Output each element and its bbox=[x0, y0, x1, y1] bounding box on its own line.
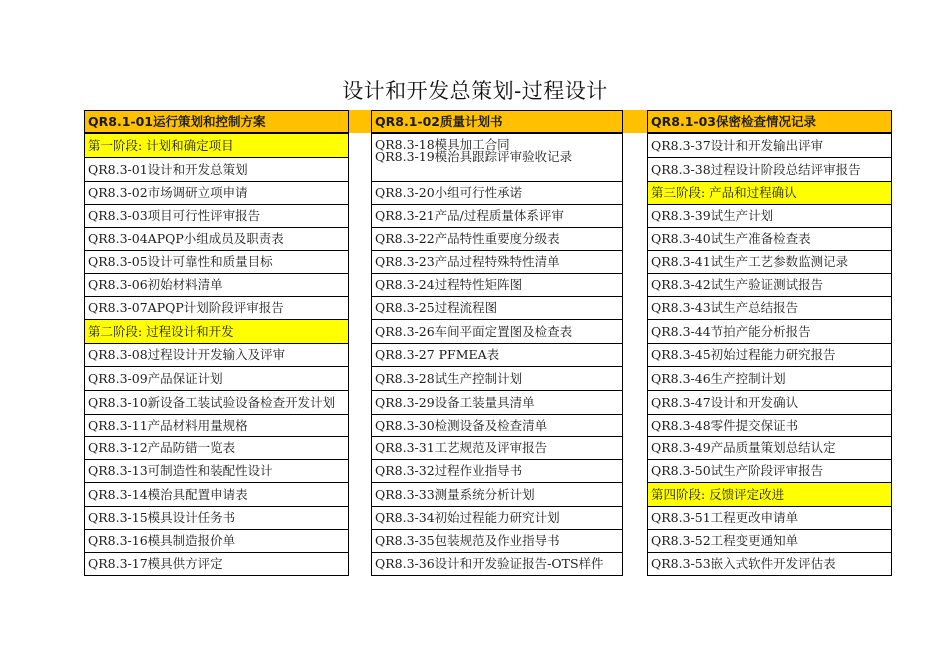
document-item: QR8.3-52工程变更通知单 bbox=[647, 529, 892, 553]
document-item: QR8.3-10新设备工装试验设备检查开发计划 bbox=[84, 390, 349, 415]
document-item: QR8.3-01设计和开发总策划 bbox=[84, 157, 349, 182]
document-item: QR8.3-04APQP小组成员及职责表 bbox=[84, 227, 349, 251]
document-item: QR8.3-23产品过程特殊特性清单 bbox=[371, 250, 623, 274]
document-item: QR8.3-13可制造性和装配性设计 bbox=[84, 459, 349, 483]
document-item: QR8.3-48零件提交保证书 bbox=[647, 414, 892, 437]
document-item: QR8.3-42试生产验证测试报告 bbox=[647, 273, 892, 297]
phase-heading: 第一阶段: 计划和确定项目 bbox=[84, 133, 349, 158]
header-gap-fill bbox=[348, 110, 372, 133]
document-item: QR8.3-43试生产总结报告 bbox=[647, 296, 892, 320]
document-item: QR8.3-30检测设备及检查清单 bbox=[371, 414, 623, 437]
document-item-label: QR8.3-19模治具跟踪评审验收记录 bbox=[375, 149, 573, 164]
document-item: QR8.3-40试生产准备检查表 bbox=[647, 227, 892, 251]
document-item: QR8.3-24过程特性矩阵图 bbox=[371, 273, 623, 297]
document-item: QR8.3-27 PFMEA表 bbox=[371, 343, 623, 367]
phase-heading: 第四阶段: 反馈评定改进 bbox=[647, 482, 892, 507]
document-item: QR8.3-31工艺规范及评审报告 bbox=[371, 436, 623, 460]
document-item: QR8.3-22产品特性重要度分级表 bbox=[371, 227, 623, 251]
document-item: QR8.3-14模治具配置申请表 bbox=[84, 482, 349, 507]
document-item: QR8.3-20小组可行性承诺 bbox=[371, 181, 623, 205]
page-title: 设计和开发总策划-过程设计 bbox=[342, 79, 608, 103]
document-item: QR8.3-33测量系统分析计划 bbox=[371, 482, 623, 507]
document-item: QR8.3-32过程作业指导书 bbox=[371, 459, 623, 483]
column-header-3: QR8.1-03保密检查情况记录 bbox=[647, 110, 892, 133]
document-item: QR8.3-41试生产工艺参数监测记录 bbox=[647, 250, 892, 274]
document-item: QR8.3-50试生产阶段评审报告 bbox=[647, 459, 892, 483]
document-item: QR8.3-25过程流程图 bbox=[371, 296, 623, 320]
document-item-label: QR8.3-18模具加工合同 bbox=[375, 137, 510, 152]
document-item: QR8.3-29设备工装量具清单 bbox=[371, 390, 623, 415]
column-header-2: QR8.1-02质量计划书 bbox=[371, 110, 623, 133]
document-item bbox=[371, 133, 623, 182]
document-item: QR8.3-34初始过程能力研究计划 bbox=[371, 506, 623, 530]
document-item: QR8.3-12产品防错一览表 bbox=[84, 436, 349, 460]
document-item: QR8.3-26车间平面定置图及检查表 bbox=[371, 319, 623, 344]
document-item: QR8.3-07APQP计划阶段评审报告 bbox=[84, 296, 349, 320]
document-item: QR8.3-53嵌入式软件开发评估表 bbox=[647, 552, 892, 576]
document-item: QR8.3-09产品保证计划 bbox=[84, 366, 349, 391]
document-item: QR8.3-36设计和开发验证报告-OTS样件 bbox=[371, 552, 623, 576]
document-item: QR8.3-44节拍产能分析报告 bbox=[647, 319, 892, 344]
document-item: QR8.3-28试生产控制计划 bbox=[371, 366, 623, 391]
document-item: QR8.3-51工程更改申请单 bbox=[647, 506, 892, 530]
document-item: QR8.3-17模具供方评定 bbox=[84, 552, 349, 576]
document-item: QR8.3-06初始材料清单 bbox=[84, 273, 349, 297]
document-item: QR8.3-37设计和开发输出评审 bbox=[647, 133, 892, 158]
header-gap-fill bbox=[622, 110, 648, 133]
document-item: QR8.3-49产品质量策划总结认定 bbox=[647, 436, 892, 460]
column-header-1: QR8.1-01运行策划和控制方案 bbox=[84, 110, 349, 133]
document-item: QR8.3-15模具设计任务书 bbox=[84, 506, 349, 530]
document-item: QR8.3-21产品/过程质量体系评审 bbox=[371, 204, 623, 228]
document-item: QR8.3-39试生产计划 bbox=[647, 204, 892, 228]
document-item: QR8.3-03项目可行性评审报告 bbox=[84, 204, 349, 228]
document-item: QR8.3-11产品材料用量规格 bbox=[84, 414, 349, 437]
document-item: QR8.3-38过程设计阶段总结评审报告 bbox=[647, 157, 892, 182]
document-item: QR8.3-47设计和开发确认 bbox=[647, 390, 892, 415]
document-item: QR8.3-08过程设计开发输入及评审 bbox=[84, 343, 349, 367]
document-item: QR8.3-46生产控制计划 bbox=[647, 366, 892, 391]
phase-heading: 第二阶段: 过程设计和开发 bbox=[84, 319, 349, 344]
document-item: QR8.3-45初始过程能力研究报告 bbox=[647, 343, 892, 367]
document-item: QR8.3-02市场调研立项申请 bbox=[84, 181, 349, 205]
phase-heading: 第三阶段: 产品和过程确认 bbox=[647, 181, 892, 205]
document-item: QR8.3-05设计可靠性和质量目标 bbox=[84, 250, 349, 274]
document-item: QR8.3-16模具制造报价单 bbox=[84, 529, 349, 553]
document-item: QR8.3-35包装规范及作业指导书 bbox=[371, 529, 623, 553]
